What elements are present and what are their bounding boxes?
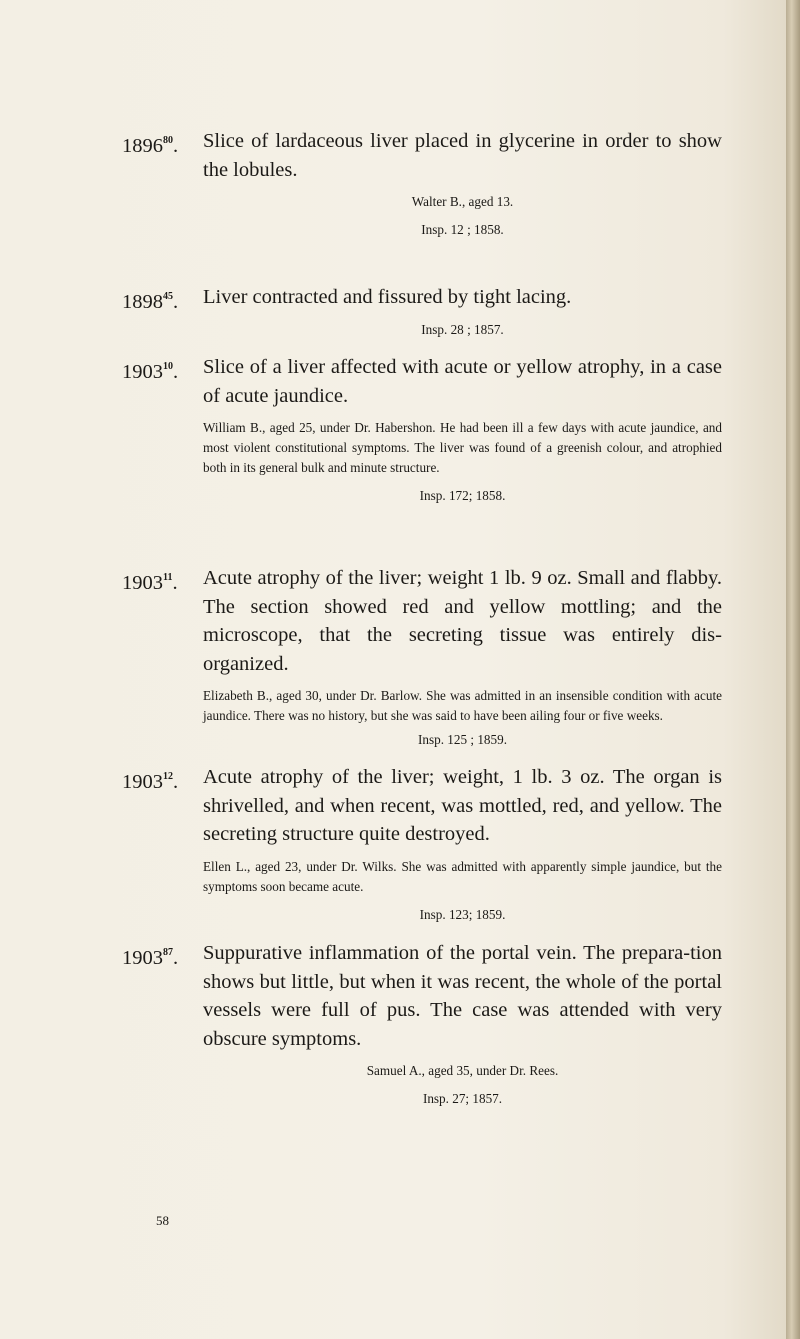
- entry-number: 1903$^{10}$.: [122, 361, 179, 383]
- catalogue-entry: [122, 353, 722, 506]
- inspection-line: Insp. 125 ; 1859.: [417, 732, 507, 747]
- case-note: Ellen L., aged 23, under Dr. Wilks. She was admitted with apparently simple jaundice, but the symptoms soon became acute.: [203, 858, 722, 894]
- page-number: 58: [156, 1213, 169, 1228]
- entry-number: 1903$^{11}$.: [122, 572, 178, 594]
- case-note: Elizabeth B., aged 30, under Dr. Barlow. She was admitted in an insensible condition with acute jaundice. There was no history, but she was said to have been ailing four or five weeks.: [203, 688, 722, 723]
- entry-description: 1903$^{11}$. Acute atrophy of the liver; weight 1 lb. 9 oz. Small and flabby. The section showed red and yellow mottling; and the microscope, that the secreting tissue was entirely dis-organized.: [122, 564, 722, 678]
- entry-description: 1896$^{80}$. Slice of lardaceous liver placed in glycerine in order to show the lobules.: [122, 127, 722, 184]
- patient-line: Walter B., aged 13.: [411, 194, 514, 209]
- inspection-line: Insp. 12 ; 1858.: [421, 222, 504, 237]
- catalogue-entry: [122, 939, 722, 1109]
- inspection-line: Insp. 123; 1859.: [419, 906, 506, 922]
- case-note: William B., aged 25, under Dr. Habershon. He had been ill a few days with acute jaundice, and most violent constitutional symptoms. The liver was found of a greenish colour, and atrophied both in its general bulk and minute structure.: [203, 420, 722, 475]
- entry-number: 1896$^{80}$.: [122, 135, 179, 157]
- entry-number: 1898$^{45}$.: [122, 291, 179, 313]
- inspection-line: Insp. 172; 1858.: [419, 488, 506, 503]
- inspection-line: Insp. 28 ; 1857.: [421, 321, 504, 337]
- patient-line: Samuel A., aged 35, under Dr. Rees.: [366, 1063, 559, 1078]
- page-binding-edge: [786, 0, 800, 1339]
- entry-number: 1903$^{87}$.: [122, 947, 179, 969]
- entry-description: 1903$^{10}$. Slice of a liver affected with acute or yellow atrophy, in a case of acute jaundice.: [122, 353, 722, 410]
- catalogue-entry: [122, 127, 722, 240]
- catalogue-entry: [122, 763, 722, 925]
- catalogue-entry: [122, 564, 722, 750]
- entry-description: 1903$^{12}$. Acute atrophy of the liver; weight, 1 lb. 3 oz. The organ is shrivelled, and when recent, was mottled, red, and yellow. The secreting structure quite destroyed.: [122, 763, 722, 849]
- entry-number: 1903$^{12}$.: [122, 771, 179, 793]
- inspection-line: Insp. 27; 1857.: [422, 1091, 503, 1106]
- entry-description: 1903$^{87}$. Suppurative inflammation of the portal vein. The prepara-tion shows but little, but when it was recent, the whole of the portal vessels were full of pus. The case was attended with very obscure symptoms.: [122, 939, 722, 1053]
- catalogue-entry: [122, 283, 722, 340]
- entry-description: 1898$^{45}$. Liver contracted and fissured by tight lacing.: [122, 283, 722, 312]
